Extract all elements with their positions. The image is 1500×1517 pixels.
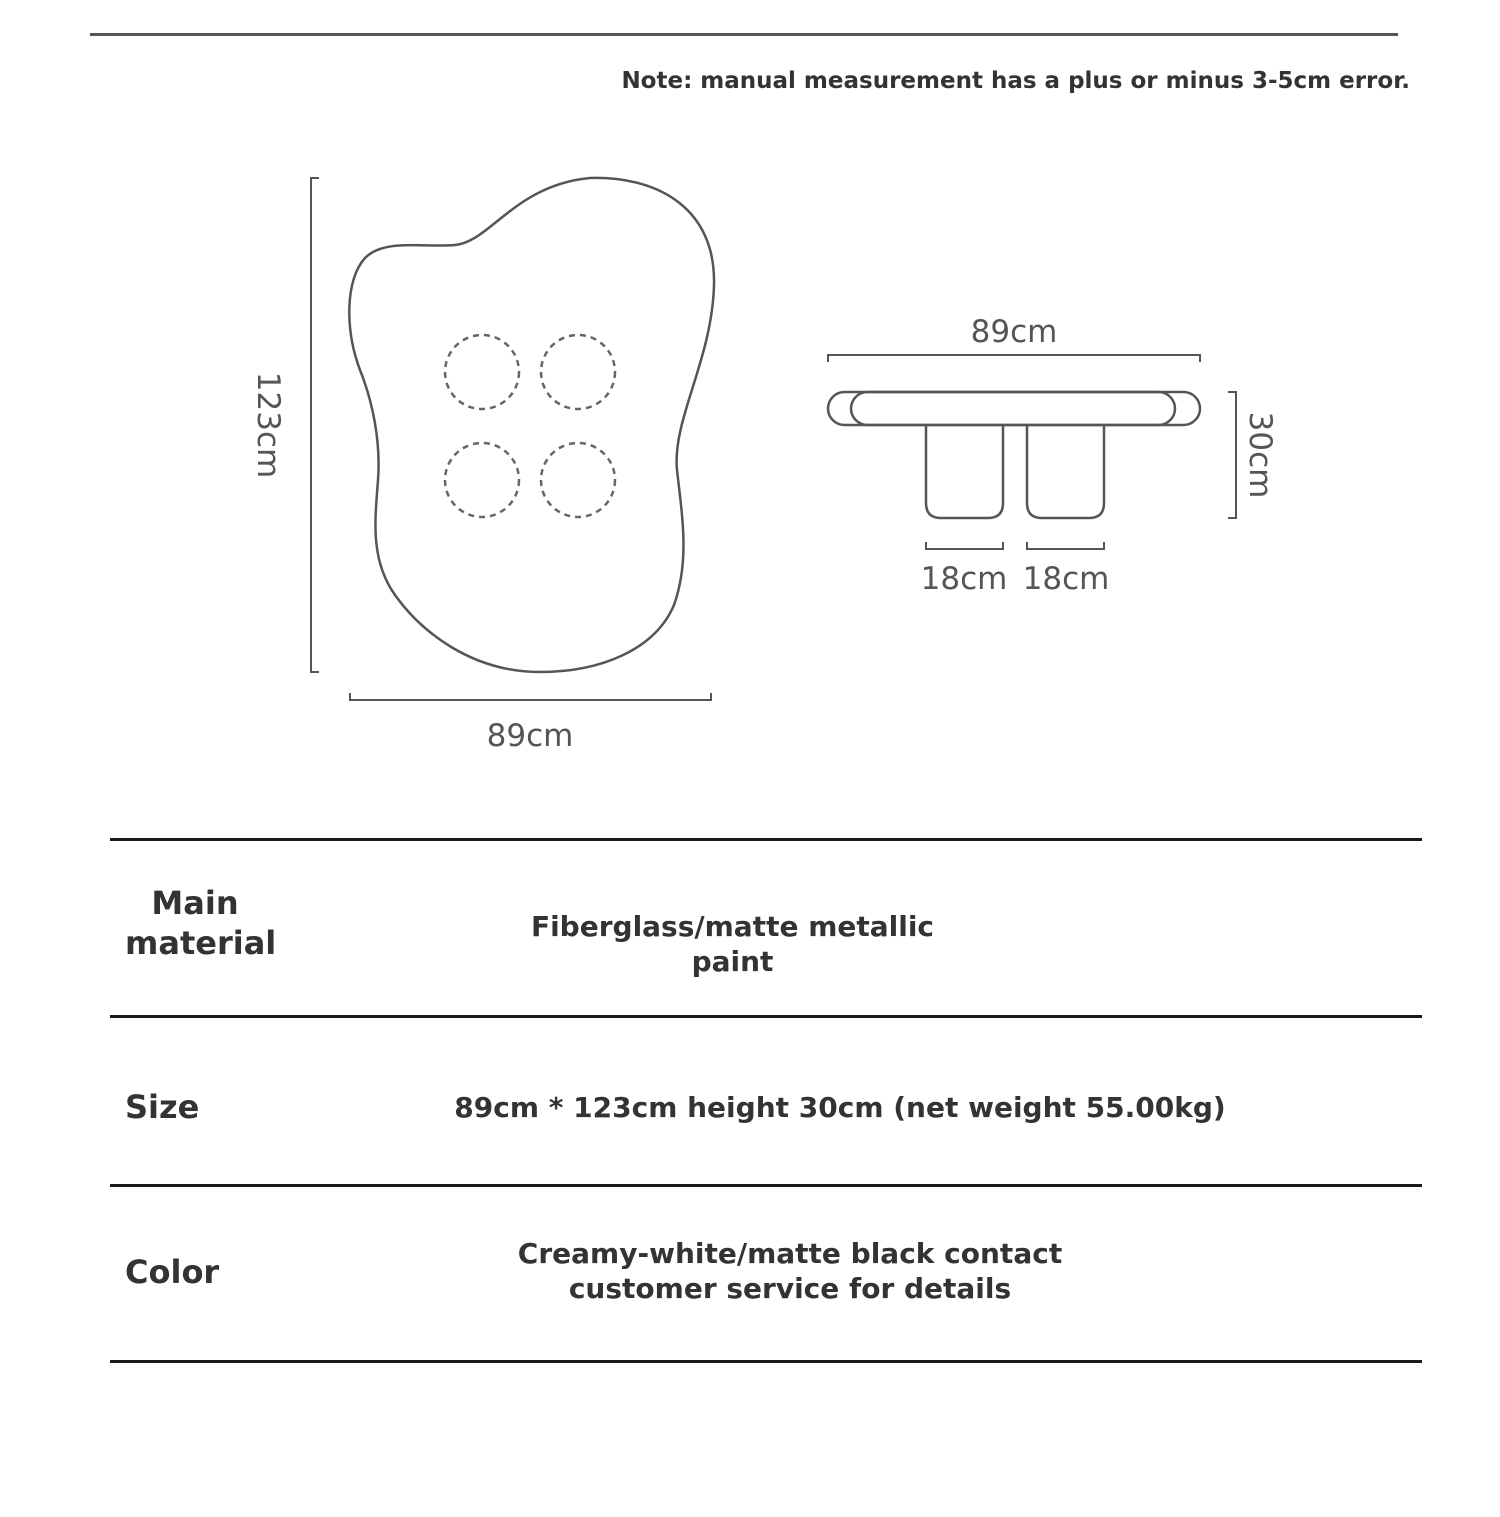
top-view-width-dimension-line [350,693,711,700]
color-value-line2: customer service for details [568,1272,1012,1305]
leg-left-dimension-line [926,542,1003,549]
color-value [490,1236,1090,1306]
side-view-height-dimension-line [1228,392,1236,518]
spec-divider-2 [110,1015,1422,1018]
measurement-note: Note: manual measurement has a plus or minus 3-5cm error. [621,68,1410,94]
side-view-tabletop-inner [851,392,1175,425]
material-label-line2: material [125,924,277,962]
color-label: Color [125,1253,220,1291]
seat-circle-bottom-left [445,443,519,517]
spec-divider-1 [110,838,1422,841]
spec-divider-3 [110,1184,1422,1187]
leg-right-dimension-line [1027,542,1104,549]
seat-circle-top-right [541,335,615,409]
top-view-width-label: 89cm [486,718,574,754]
side-view-width-label: 89cm [970,314,1058,350]
color-value-line1: Creamy-white/matte black contact [517,1237,1063,1270]
leg-left-width-label: 18cm [920,561,1008,597]
spec-divider-4 [110,1360,1422,1363]
top-view-height-label: 123cm [250,371,286,479]
size-label: Size [125,1088,200,1126]
side-view-width-dimension-line [828,355,1200,362]
leg-right-width-label: 18cm [1022,561,1110,597]
material-label [125,883,277,963]
tabletop-outline [349,178,714,672]
material-label-line1: Main [151,884,239,922]
size-value: 89cm * 123cm height 30cm (net weight 55.00kg) [454,1091,1226,1124]
seat-circle-bottom-right [541,443,615,517]
top-view-height-dimension-line [311,178,319,672]
seat-circle-top-left [445,335,519,409]
side-view-height-label: 30cm [1242,411,1278,499]
side-view-leg-left [926,425,1003,518]
side-view-tabletop [828,392,1200,425]
material-value: Fiberglass/matte metallic paint [530,910,935,978]
side-view-leg-right [1027,425,1104,518]
